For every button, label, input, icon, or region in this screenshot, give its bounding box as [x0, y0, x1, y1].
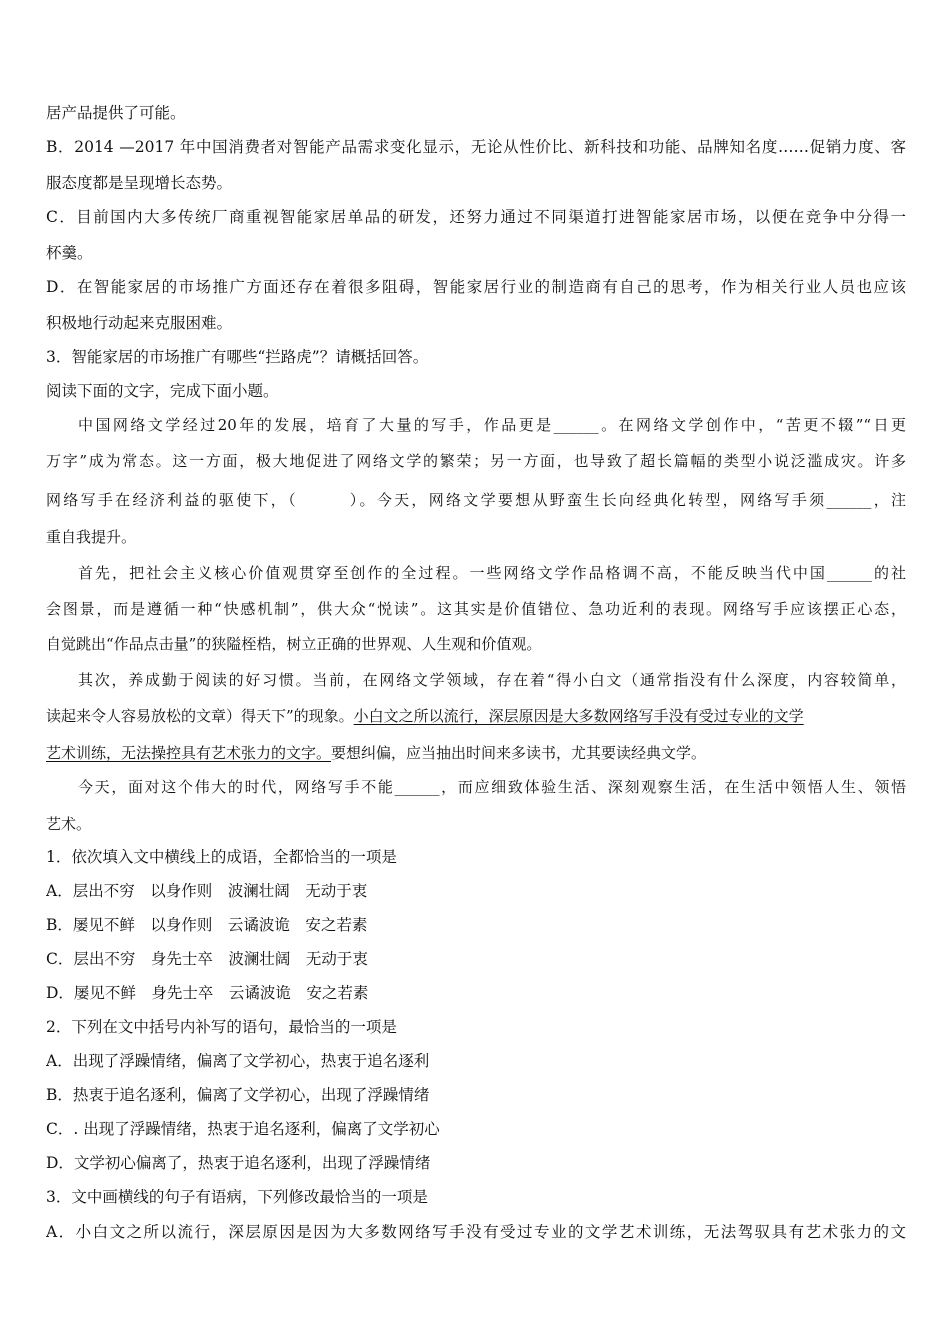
option-a: A．层出不穷 以身作则 波澜壮阔 无动于衷	[46, 882, 368, 900]
underlined-sentence: 小白文之所以流行，深层原因是大多数网络写手没有受过专业的文学	[353, 707, 804, 725]
question-1: 1．依次填入文中横线上的成语，全都恰当的一项是	[46, 848, 397, 866]
option-c: C．. 出现了浮躁情绪，热衷于追名逐利，偏离了文学初心	[46, 1120, 440, 1138]
passage-line: 网络写手在经济利益的驱使下，（ ）。今天，网络文学要想从野蛮生长向经典化转型，网络写手须______，注	[46, 491, 906, 509]
passage-text: 读起来令人容易放松的文章）得天下”的现象。	[46, 707, 354, 725]
option-b: B．热衷于追名逐利，偏离了文学初心，出现了浮躁情绪	[46, 1086, 430, 1104]
option-a: A．小白文之所以流行，深层原因是因为大多数网络写手没有受过专业的文学艺术训练，无法驾驭具有艺术张力的文	[46, 1223, 906, 1241]
option-d-line: D．在智能家居的市场推广方面还存在着很多阻碍，智能家居行业的制造商有自己的思考，作为相关行业人员也应该	[46, 278, 906, 296]
passage-line: 其次，养成勤于阅读的好习惯。当前，在网络文学领域，存在着“得小白文（通常指没有什么深度，内容较简单，	[78, 671, 906, 689]
option-d: D．文学初心偏离了，热衷于追名逐利，出现了浮躁情绪	[46, 1154, 431, 1172]
text-line: 积极地行动起来克服困难。	[46, 314, 233, 332]
passage-line: 艺术。	[46, 815, 92, 833]
question-3: 3．智能家居的市场推广有哪些“拦路虎”？请概括回答。	[46, 348, 429, 366]
passage-line: 中国网络文学经过20年的发展，培育了大量的写手，作品更是______。在网络文学创作中，“苦更不辍”“日更	[78, 416, 906, 434]
option-c: C．层出不穷 身先士卒 波澜壮阔 无动于衷	[46, 950, 368, 968]
option-b-line: B．2014 —2017 年中国消费者对智能产品需求变化显示，无论从性价比、新科技和功能、品牌知名度……促销力度、客	[46, 138, 906, 156]
reading-instruction: 阅读下面的文字，完成下面小题。	[46, 382, 279, 400]
passage-line: 会图景，而是遵循一种“快感机制”，供大众“悦读”。这其实是价值错位、急功近利的表现。网络写手应该摆正心态，	[46, 600, 906, 618]
option-c-line: C．目前国内大多传统厂商重视智能家居单品的研发，还努力通过不同渠道打进智能家居市场，以便在竞争中分得一	[46, 208, 906, 226]
passage-line: 重自我提升。	[46, 528, 137, 546]
option-b: B．屡见不鲜 以身作则 云谲波诡 安之若素	[46, 916, 368, 934]
passage-line: 今天，面对这个伟大的时代，网络写手不能______，而应细致体验生活、深刻观察生活，在生活中领悟人生、领悟	[78, 778, 906, 796]
option-d: D．屡见不鲜 身先士卒 云谲波诡 安之若素	[46, 984, 369, 1002]
question-2: 2．下列在文中括号内补写的语句，最恰当的一项是	[46, 1018, 397, 1036]
passage-text: 要想纠偏，应当抽出时间来多读书，尤其要读经典文学。	[331, 744, 707, 762]
option-a: A．出现了浮躁情绪，偏离了文学初心，热衷于追名逐利	[46, 1052, 430, 1070]
question-3: 3．文中画横线的句子有语病，下列修改最恰当的一项是	[46, 1188, 428, 1206]
text-line: 杯羹。	[46, 244, 93, 262]
text-line: 居产品提供了可能。	[46, 104, 186, 122]
underlined-sentence: 艺术训练，无法操控具有艺术张力的文字。	[46, 744, 332, 762]
passage-line: 自觉跳出“作品点击量”的狭隘桎梏，树立正确的世界观、人生观和价值观。	[46, 635, 542, 653]
passage-line	[46, 743, 906, 763]
passage-line: 万字”成为常态。这一方面，极大地促进了网络文学的繁荣；另一方面，也导致了超长篇幅的类型小说泛滥成灾。许多	[46, 452, 906, 470]
passage-line: 首先，把社会主义核心价值观贯穿至创作的全过程。一些网络文学作品格调不高，不能反映当代中国______的社	[78, 564, 906, 582]
text-line: 服态度都是呈现增长态势。	[46, 174, 233, 192]
passage-line	[46, 706, 906, 726]
